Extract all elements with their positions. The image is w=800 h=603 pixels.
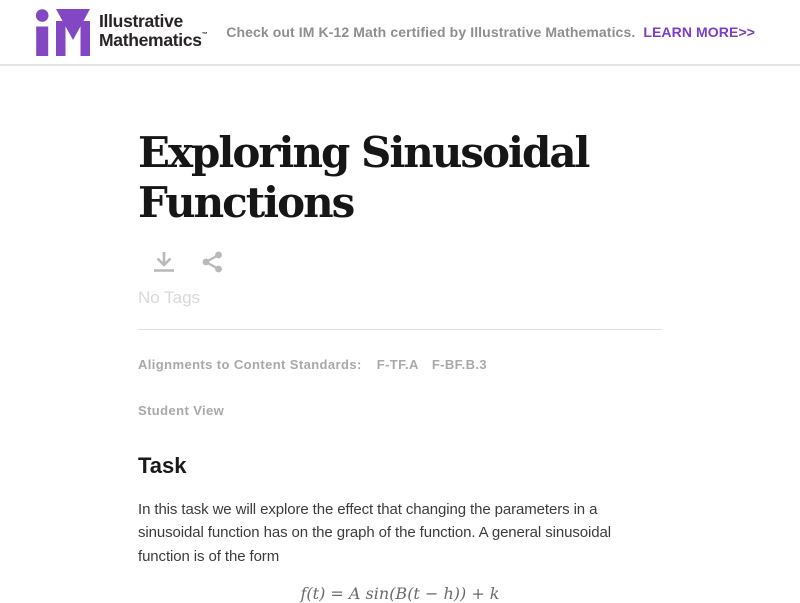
alignments-row [138,357,662,372]
student-view-link[interactable]: Student View [138,402,225,418]
action-row [138,249,662,276]
article-main [138,66,662,603]
section-divider [138,329,662,330]
page-title: Exploring Sinusoidal Functions [138,128,589,228]
trademark-symbol: ™ [201,31,208,38]
promo-banner-text: Check out IM K-12 Math certified by Illustrative Mathematics. [226,24,636,40]
logo-line1: Illustrative [99,11,183,31]
share-icon [201,250,224,274]
standard-link-fbfb3[interactable]: F-BF.B.3 [431,356,488,372]
logo-wordmark [99,12,208,50]
share-button[interactable] [199,249,225,276]
alignments-label: Alignments to Content Standards: [138,356,362,372]
tags-label: No Tags [138,287,201,307]
promo-banner [226,24,755,40]
site-header [0,0,800,66]
illustrative-mathematics-logo[interactable] [35,8,208,56]
task-paragraph: In this task we will explore the effect that changing the parameters in a sinusoidal function has on the graph of the function. A general sinusoidal function is of the form [138,500,611,565]
logo-line2: Mathematics [99,29,202,50]
im-logo-icon [35,9,91,56]
task-heading: Task [138,452,187,478]
standard-link-ftfa[interactable]: F-TF.A [376,356,419,372]
download-icon [152,250,176,275]
download-button[interactable] [151,249,177,276]
learn-more-link[interactable]: LEARN MORE>> [643,24,755,40]
sinusoidal-formula-cutoff: f(t) = A sin(B(t − h)) + k [300,584,500,603]
